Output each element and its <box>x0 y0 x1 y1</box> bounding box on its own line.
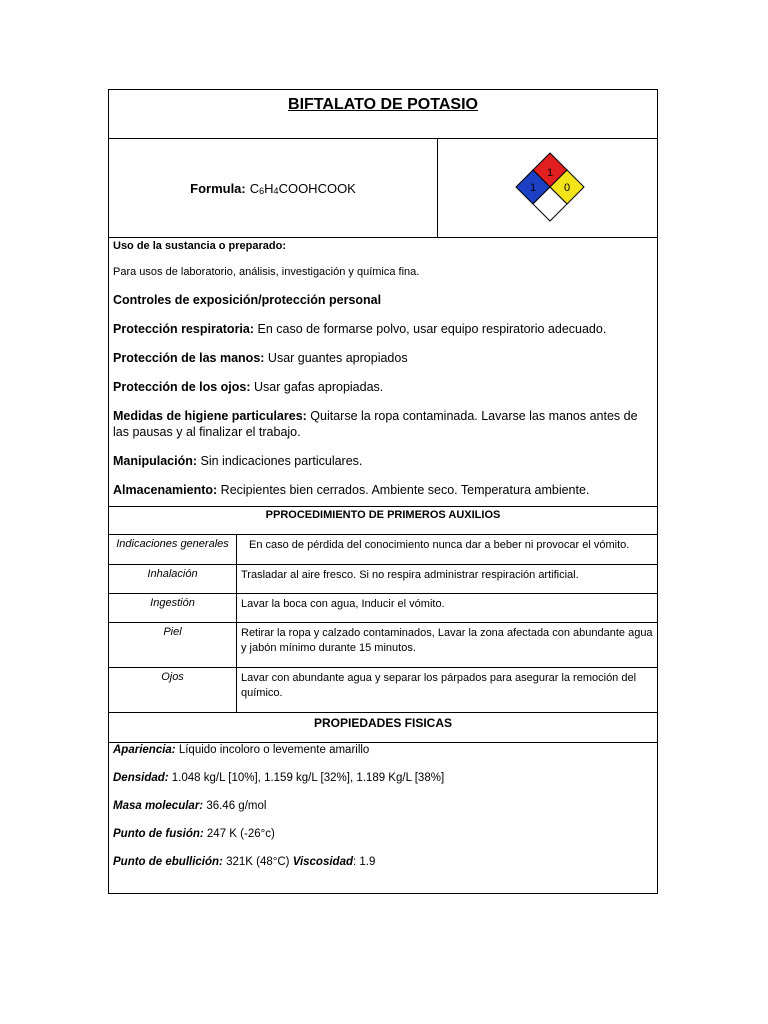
first-aid-heading-text: PPROCEDIMIENTO DE PRIMEROS AUXILIOS <box>265 509 501 521</box>
item-hands <box>113 350 653 366</box>
item-respiratory <box>113 321 653 337</box>
nfpa-reactivity-value: 0 <box>563 182 571 194</box>
item-key: Protección de los ojos: <box>113 380 251 394</box>
usage-section <box>109 238 657 507</box>
first-aid-value: Lavar la boca con agua, Inducir el vómito. <box>241 598 445 610</box>
first-aid-key: Piel <box>109 623 237 667</box>
prop-value: 247 K (-26°c) <box>203 828 275 840</box>
formula-row <box>109 139 657 238</box>
item-value: Quitarse la ropa contaminada. Lavarse las manos antes de las pausas y al finalizar el trabajo. <box>113 409 638 439</box>
prop-value: Líquido incoloro o levemente amarillo <box>175 744 370 756</box>
nfpa-health-value: 1 <box>529 182 537 194</box>
first-aid-key: Ingestión <box>109 594 237 622</box>
item-value: Sin indicaciones particulares. <box>197 454 363 468</box>
physical-properties <box>109 743 657 893</box>
prop-melting <box>113 827 653 841</box>
page-title: BIFTALATO DE POTASIO <box>288 96 478 113</box>
prop-density <box>113 771 653 785</box>
prop-value: 36.46 g/mol <box>203 800 267 812</box>
first-aid-row <box>109 623 657 668</box>
first-aid-row <box>109 565 657 594</box>
first-aid-heading <box>109 507 657 535</box>
prop-key: Punto de ebullición: <box>113 856 223 868</box>
first-aid-value: Retirar la ropa y calzado contaminados, Lavar la zona afectada con abundante agua y jabón mínimo durante 15 minutos. <box>241 627 653 654</box>
nfpa-flammability-value: 1 <box>546 167 554 179</box>
prop-value: 321K (48°C) <box>222 856 293 868</box>
first-aid-row <box>109 535 657 565</box>
item-key: Protección de las manos: <box>113 351 265 365</box>
item-value: Recipientes bien cerrados. Ambiente seco. Temperatura ambiente. <box>217 483 590 497</box>
formula-value <box>250 181 356 196</box>
formula-label: Formula: <box>190 180 246 196</box>
first-aid-value: Lavar con abundante agua y separar los párpados para asegurar la remoción del químico. <box>241 672 637 699</box>
physical-heading-text: PROPIEDADES FISICAS <box>313 716 453 730</box>
prop-key: Punto de fusión: <box>113 828 204 840</box>
formula-rest: COOHCOOK <box>278 180 356 196</box>
first-aid-row <box>109 594 657 623</box>
prop-key: Masa molecular: <box>113 800 204 812</box>
item-key: Protección respiratoria: <box>113 322 255 336</box>
item-value: Usar gafas apropiadas. <box>250 380 384 394</box>
prop-value: 1.048 kg/L [10%], 1.159 kg/L [32%], 1.189 Kg/L [38%] <box>168 772 445 784</box>
formula-cell <box>109 139 438 237</box>
prop-key: Viscosidad <box>292 856 353 868</box>
safety-sheet <box>108 89 658 894</box>
item-storage <box>113 482 653 498</box>
item-handling <box>113 453 653 469</box>
prop-value: : 1.9 <box>353 856 376 868</box>
item-key: Manipulación: <box>113 454 198 468</box>
prop-molar-mass <box>113 799 653 813</box>
item-key: Almacenamiento: <box>113 483 218 497</box>
prop-key: Apariencia: <box>113 744 176 756</box>
item-value: Usar guantes apropiados <box>264 351 408 365</box>
nfpa-diamond-icon <box>514 151 586 223</box>
nfpa-cell <box>438 139 657 237</box>
item-key: Medidas de higiene particulares: <box>113 409 307 423</box>
controls-heading-text: Controles de exposición/protección personal <box>113 293 382 307</box>
formula-h-sub: 4 <box>273 185 279 196</box>
formula-h: H <box>264 180 274 196</box>
first-aid-row <box>109 668 657 713</box>
first-aid-key: Ojos <box>109 668 237 712</box>
physical-heading <box>109 713 657 743</box>
item-eyes <box>113 379 653 395</box>
first-aid-key: Inhalación <box>109 565 237 593</box>
first-aid-value: En caso de pérdida del conocimiento nunca dar a beber ni provocar el vómito. <box>249 539 630 551</box>
first-aid-key: Indicaciones generales <box>109 535 237 564</box>
formula-c: C <box>249 180 260 196</box>
controls-heading <box>113 292 653 308</box>
prop-appearance <box>113 743 653 757</box>
prop-key: Densidad: <box>113 772 169 784</box>
formula-c-sub: 6 <box>259 185 265 196</box>
prop-boiling <box>113 855 653 869</box>
first-aid-value: Trasladar al aire fresco. Si no respira administrar respiración artificial. <box>241 569 579 581</box>
item-hygiene <box>113 408 653 440</box>
usage-text: Para usos de laboratorio, análisis, investigación y química fina. <box>113 266 420 278</box>
item-value: En caso de formarse polvo, usar equipo respiratorio adecuado. <box>254 322 607 336</box>
title-row <box>109 90 657 139</box>
usage-heading: Uso de la sustancia o preparado: <box>113 240 286 252</box>
